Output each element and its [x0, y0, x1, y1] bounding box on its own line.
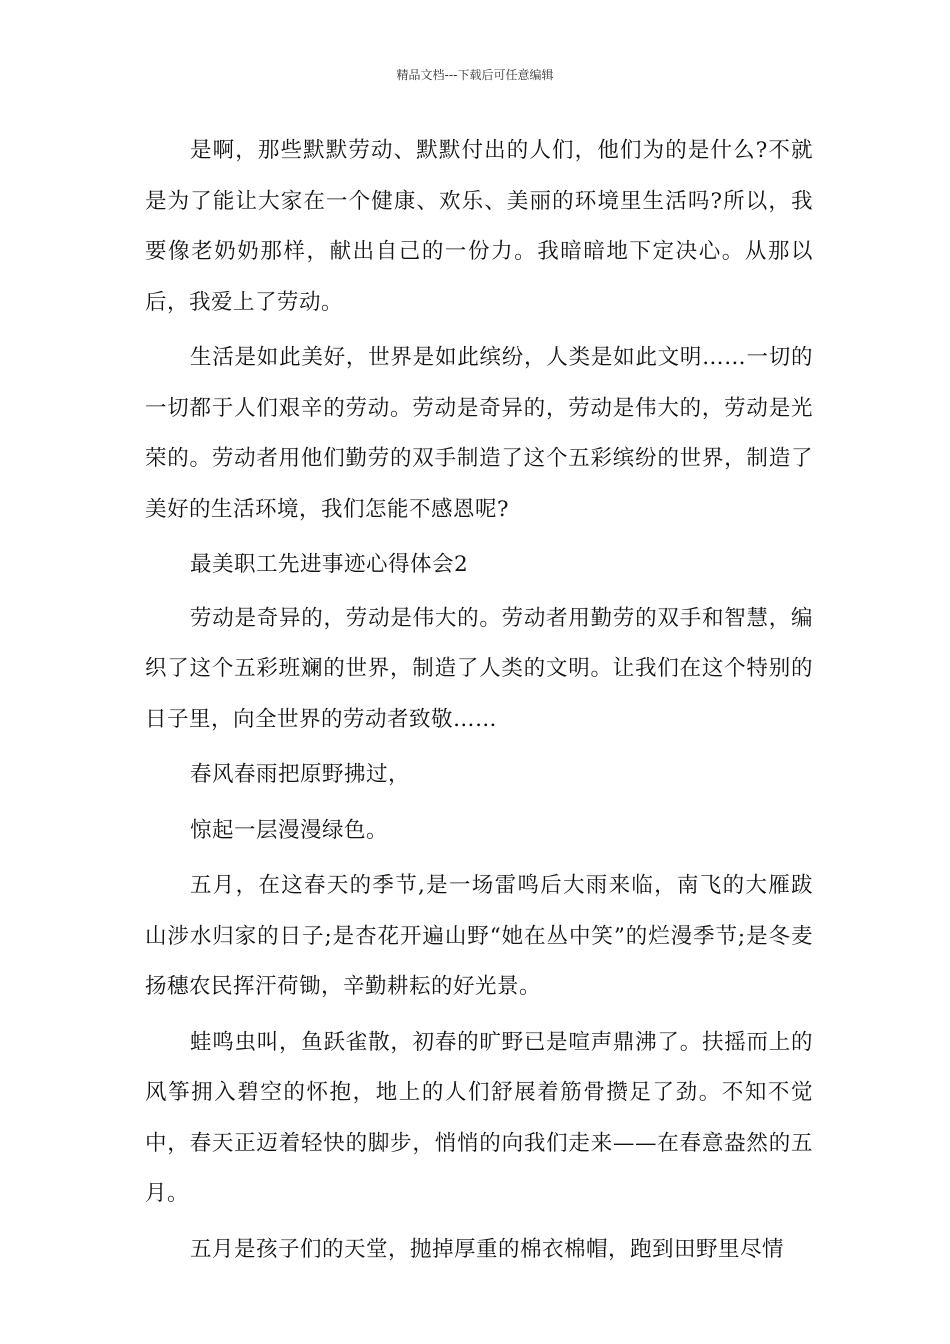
paragraph: 蛙鸣虫叫，鱼跃雀散，初春的旷野已是喧声鼎沸了。扶摇而上的风筝拥入碧空的怀抱，地上的人们舒展着筋骨攒足了劲。不知不觉中，春天正迈着轻快的脚步，悄悄的向我们走来——在春意盎然的五月。 — [145, 1029, 813, 1206]
paragraph: 劳动是奇异的，劳动是伟大的。劳动者用勤劳的双手和智慧，编织了这个五彩班斓的世界，制造了人类的文明。让我们在这个特别的日子里，向全世界的劳动者致敬…… — [145, 605, 813, 732]
paragraph: 生活是如此美好，世界是如此缤纷，人类是如此文明……一切的一切都于人们艰辛的劳动。劳动是奇异的，劳动是伟大的，劳动是光荣的。劳动者用他们勤劳的双手制造了这个五彩缤纷的世界，制造了美好的生活环境，我们怎能不感恩呢? — [145, 345, 813, 522]
section-heading: 最美职工先进事迹心得体会2 — [190, 552, 469, 577]
poem-line: 惊起一层漫漫绿色。 — [190, 817, 389, 843]
paragraph: 是啊，那些默默劳动、默默付出的人们，他们为的是什么?不就是为了能让大家在一个健康、欢乐、美丽的环境里生活吗?所以，我要像老奶奶那样，献出自己的一份力。我暗暗地下定决心。从那以后，我爱上了劳动。 — [145, 138, 813, 315]
paragraph: 五月，在这春天的季节,是一场雷鸣后大雨来临，南飞的大雁跋山涉水归家的日子;是杏花开遍山野“她在丛中笑”的烂漫季节;是冬麦扬穗农民挥汗荷锄，辛勤耕耘的好光景。 — [145, 873, 813, 999]
paragraph: 五月是孩子们的天堂，抛掉厚重的棉衣棉帽，跑到田野里尽情 — [190, 1236, 785, 1262]
poem-line: 春风春雨把原野拂过， — [190, 762, 411, 787]
document-body — [145, 126, 813, 1280]
page-header: 精品文档---下载后可任意编辑 — [396, 68, 554, 82]
